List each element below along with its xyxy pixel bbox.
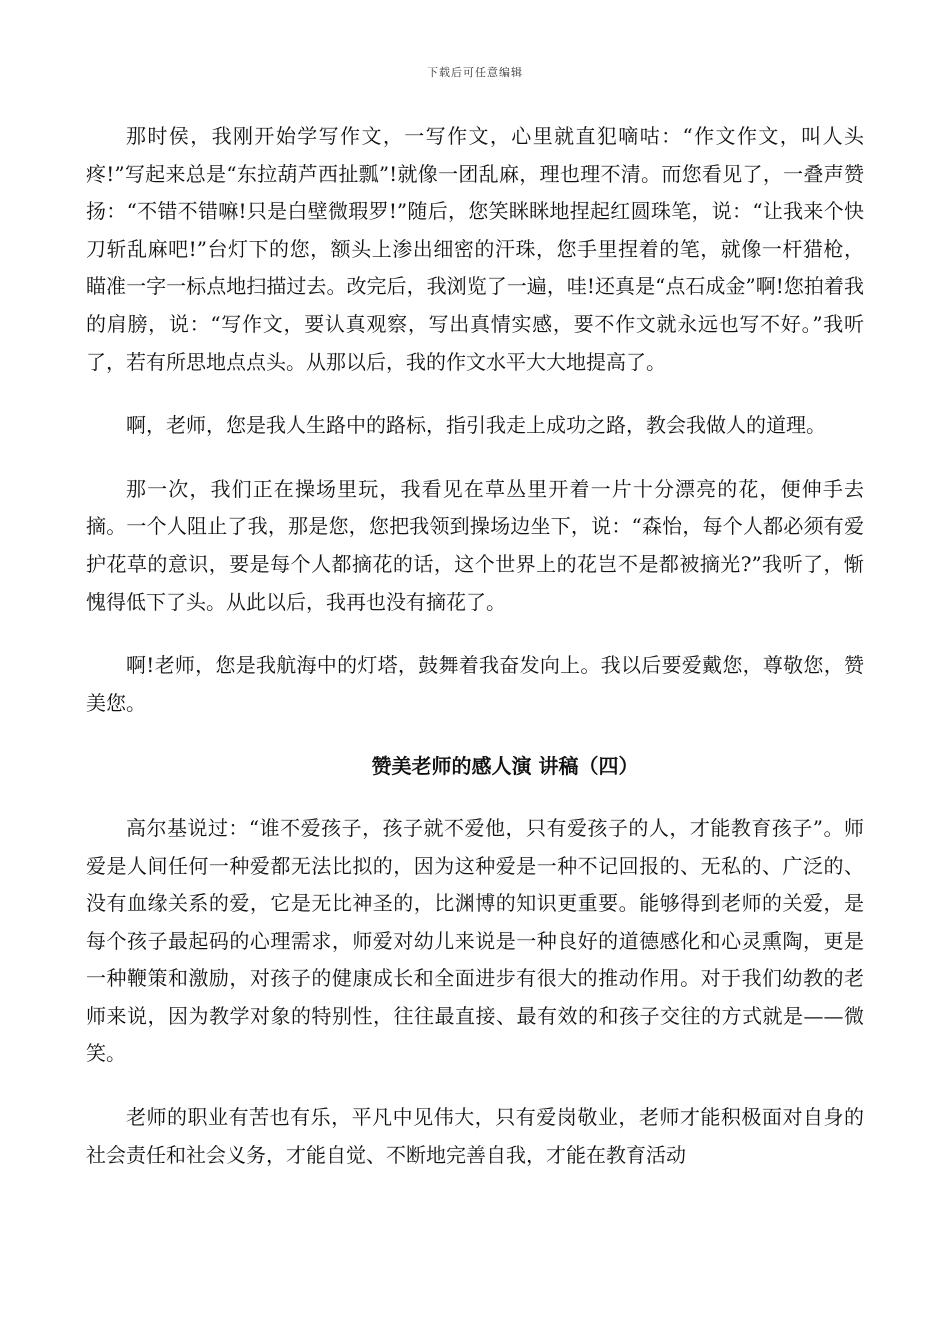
paragraph: 啊，老师，您是我人生路中的路标，指引我走上成功之路，教会我做人的道理。 xyxy=(126,413,826,438)
paragraph: 高尔基说过：“谁不爱孩子，孩子就不爱他，只有爱孩子的人，才能教育孩子”。师爱是人间任何一种爱都无法比拟的，因为这种爱是一种不记回报的、无私的、广泛的、没有血缘关系的爱，它是无比神圣的，比渊博的知识更重要。能够得到老师的关爱，是每个孩子最起码的心理需求，师爱对幼儿来说是一种良好的道德感化和心灵熏陶，更是一种鞭策和激励，对孩子的健康成长和全面进步有很大的推动作用。对于我们幼教的老师来说，因为教学对象的特别性，往往最直接、最有效的和孩子交往的方式就是——微笑。 xyxy=(86,815,864,1066)
paragraph: 那一次，我们正在操场里玩，我看见在草丛里开着一片十分漂亮的花，便伸手去摘。一个人阻止了我，那是您，您把我领到操场边坐下，说：“森怡，每个人都必须有爱护花草的意识，要是每个人都摘花的话，这个世界上的花岂不是都被摘光?”我听了，惭愧得低下了头。从此以后，我再也没有摘花了。 xyxy=(86,476,864,614)
paragraph: 啊!老师，您是我航海中的灯塔，鼓舞着我奋发向上。我以后要爱戴您，尊敬您，赞美您。 xyxy=(86,653,864,715)
paragraph: 老师的职业有苦也有乐，平凡中见伟大，只有爱岗敬业，老师才能积极面对自身的社会责任和社会义务，才能自觉、不断地完善自我，才能在教育活动 xyxy=(86,1105,864,1167)
paragraph: 那时侯，我刚开始学写作文，一写作文，心里就直犯嘀咕：“作文作文，叫人头疼!”写起来总是“东拉葫芦西扯瓢”!就像一团乱麻，理也理不清。而您看见了，一叠声赞扬：“不错不错嘛!只是白壁微瑕罗!”随后，您笑眯眯地捏起红圆珠笔，说：“让我来个快刀斩乱麻吧!”台灯下的您，额头上渗出细密的汗珠，您手里捏着的笔，就像一杆猎枪，瞄准一字一标点地扫描过去。改完后，我浏览了一遍，哇!还真是“点石成金”啊!您拍着我的肩膀，说：“写作文，要认真观察，写出真情实感，要不作文就永远也写不好。”我听了，若有所思地点点头。从那以后，我的作文水平大大地提高了。 xyxy=(86,124,864,374)
section-heading: 赞美老师的感人演 讲稿（四） xyxy=(371,754,639,779)
page-header: 下载后可任意编辑 xyxy=(427,66,523,79)
document-body xyxy=(86,118,864,1200)
